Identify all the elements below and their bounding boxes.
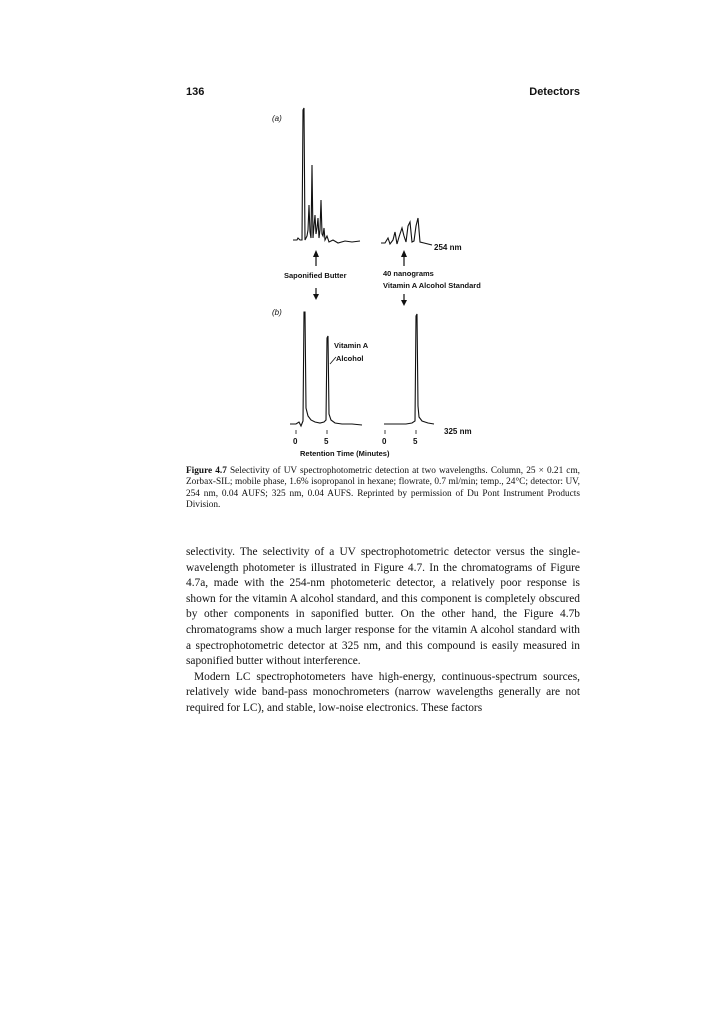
chromatogram-a-standard bbox=[381, 218, 432, 245]
peak-label-line1: Vitamin A bbox=[334, 341, 369, 350]
up-arrow-icon bbox=[313, 250, 319, 266]
panel-b-label: (b) bbox=[272, 308, 282, 317]
tick-label: 0 bbox=[293, 437, 298, 446]
wavelength-label-a: 254 nm bbox=[434, 243, 462, 252]
running-title: Detectors bbox=[529, 86, 580, 98]
figure-caption bbox=[186, 466, 580, 512]
down-arrow-icon bbox=[313, 288, 319, 300]
standard-label-line1: 40 nanograms bbox=[383, 269, 434, 278]
panel-a-label: (a) bbox=[272, 114, 282, 123]
standard-label-line2: Vitamin A Alcohol Standard bbox=[383, 281, 481, 290]
chromatogram-b-sample bbox=[290, 312, 362, 426]
caption-label: Figure 4.7 bbox=[186, 466, 227, 476]
wavelength-label-b: 325 nm bbox=[444, 427, 472, 436]
tick-label: 5 bbox=[413, 437, 418, 446]
body-text bbox=[186, 545, 580, 717]
peak-label-line2: Alcohol bbox=[336, 354, 364, 363]
tick-label: 5 bbox=[324, 437, 329, 446]
down-arrow-icon bbox=[401, 294, 407, 306]
x-axis-title: Retention Time (Minutes) bbox=[300, 449, 390, 458]
chromatogram-b-standard bbox=[384, 314, 434, 424]
up-arrow-icon bbox=[401, 250, 407, 266]
caption-text: Selectivity of UV spectrophotometric detection at two wavelengths. Column, 25 × 0.21 cm, Zorbax-SIL; mobile phase, 1.6% isopropanol in hexane; flowrate, 0.7 ml/min; temp., 24°C; detector: UV, 254 nm, 0.04 AUFS; 325 nm, 0.04 AUFS. Reprinted by permission of Du Pont Instrument Products Division. bbox=[186, 466, 580, 511]
paragraph: Modern LC spectrophotometers have high-energy, continuous-spectrum sources, relatively wide band-pass monochrometers (narrow wavelengths generally are not required for LC), and stable, low-noise electronics. These factors bbox=[186, 670, 580, 714]
tick-label: 0 bbox=[382, 437, 387, 446]
page-number: 136 bbox=[186, 86, 205, 98]
paragraph: selectivity. The selectivity of a UV spectrophotometric detector versus the single-wavelength photometer is illustrated in Figure 4.7. In the chromatograms of Figure 4.7a, made with the 254-nm photometeric detector, a relatively poor response is shown for the vitamin A alcohol standard, and this component is completely obscured by other components in saponified butter. On the other hand, the Figure 4.7b chromatograms show a much larger response for the vitamin A alcohol standard with a spectrophotometric detector at 325 nm, and this compound is easily measured in saponified butter without interference. bbox=[186, 546, 580, 668]
sample-label: Saponified Butter bbox=[284, 271, 347, 280]
chromatogram-figure bbox=[0, 0, 723, 480]
chromatogram-a-sample bbox=[293, 108, 360, 243]
